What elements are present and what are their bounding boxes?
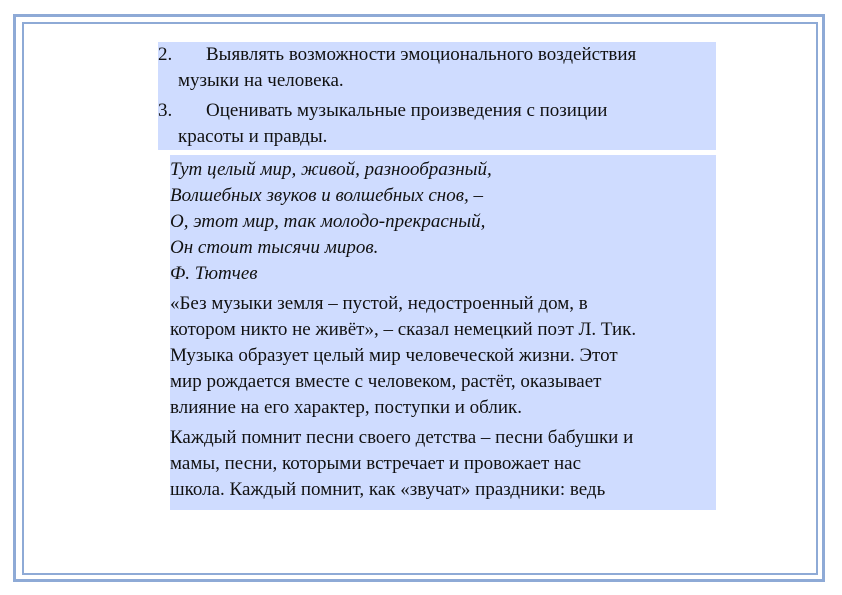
list-item-continuation: музыки на человека.	[178, 70, 344, 91]
poem-line: Он стоит тысячи миров.	[170, 237, 379, 258]
poem-line: Волшебных звуков и волшебных снов, –	[170, 185, 483, 206]
numbered-list	[158, 42, 716, 150]
paragraph-line: мир рождается вместе с человеком, растёт, оказывает	[170, 371, 602, 392]
poem-author: Ф. Тютчев	[170, 263, 258, 284]
list-item	[158, 42, 716, 94]
list-item-text: Оценивать музыкальные произведения с позиции	[206, 100, 608, 121]
paragraph-line: «Без музыки земля – пустой, недостроенный дом, в	[170, 293, 588, 314]
paragraph-line: мамы, песни, которыми встречает и провожает нас	[170, 453, 582, 474]
paragraph	[170, 291, 716, 421]
list-number: 3.	[158, 100, 173, 121]
paragraph-line: Каждый помнит песни своего детства – песни бабушки и	[170, 427, 634, 448]
paragraph-line: Музыка образует целый мир человеческой жизни. Этот	[170, 345, 618, 366]
list-item-continuation: красоты и правды.	[178, 126, 328, 147]
poem	[170, 155, 716, 287]
paragraph-line: влияние на его характер, поступки и облик.	[170, 397, 523, 418]
poem-line: Тут целый мир, живой, разнообразный,	[170, 159, 492, 180]
text-block	[170, 155, 716, 510]
paragraph-line: школа. Каждый помнит, как «звучат» праздники: ведь	[170, 479, 606, 500]
poem-line: О, этот мир, так молодо-прекрасный,	[170, 211, 486, 232]
list-item	[158, 98, 716, 150]
paragraph	[170, 425, 716, 503]
list-item-text: Выявлять возможности эмоционального воздействия	[206, 44, 637, 65]
list-number: 2.	[158, 44, 173, 65]
paragraph-line: котором никто не живёт», – сказал немецкий поэт Л. Тик.	[170, 319, 637, 340]
